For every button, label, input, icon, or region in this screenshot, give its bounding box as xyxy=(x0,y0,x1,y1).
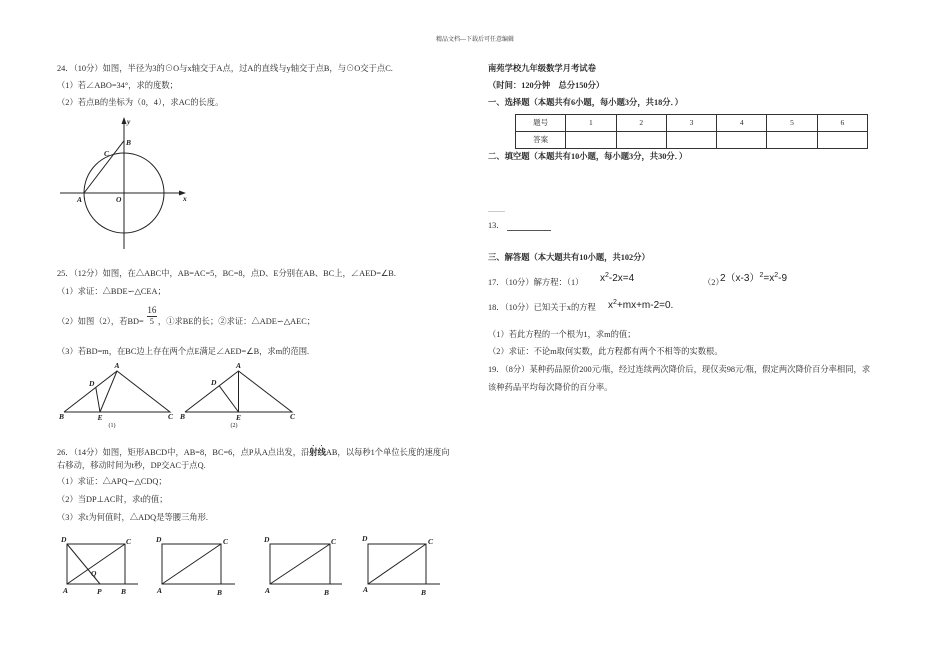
label-b: B xyxy=(59,412,65,421)
faint-mark xyxy=(488,211,505,212)
answer-cell xyxy=(717,132,767,149)
q18-equation xyxy=(608,300,673,312)
label-a: A xyxy=(157,586,163,595)
question-number-cell: 4 xyxy=(717,115,767,132)
label-a: A xyxy=(265,586,271,595)
label-e: E xyxy=(97,413,103,422)
eq-part: -9 xyxy=(778,273,788,284)
q26-stem-emphasis: 射线 xyxy=(309,448,326,457)
q26-stem-before: 26．（14分）如图，矩形ABCD中，AB=8，BC=6，点P从A点出发，沿 xyxy=(57,448,310,457)
eq-part: +mx+m-2=0. xyxy=(616,300,674,311)
label-a: A xyxy=(363,585,369,594)
label-b: B xyxy=(217,588,223,597)
figure-caption-2: (2) xyxy=(230,423,238,429)
exam-title: 南苑学校九年级数学月考试卷 xyxy=(488,64,596,73)
q26-stem-line2: 右移动，移动时间为t秒，DP交AC于点Q. xyxy=(57,461,206,470)
q24-part1: （1）若∠ABO=34°，求的度数； xyxy=(57,81,178,90)
section-2-heading: 二、填空题（本题共有10小题，每小题3分，共30分．） xyxy=(488,152,688,161)
q26-stem xyxy=(57,443,449,458)
question-number-label: 题号 xyxy=(516,115,566,132)
eq-part: x xyxy=(608,300,613,311)
eq-part: x xyxy=(600,273,605,284)
question-number-cell: 2 xyxy=(616,115,666,132)
diagonal-ac-1 xyxy=(67,544,125,584)
q18-prefix: 18．（10分）已知关于x的方程 xyxy=(488,303,596,312)
eq-exponent: 2 xyxy=(759,272,764,279)
label-b: B xyxy=(421,588,427,597)
q17-part2-label: （2） xyxy=(703,278,724,287)
diagonal-ac-3 xyxy=(270,544,330,584)
label-d: D xyxy=(264,535,270,544)
eq-part: -2x=4 xyxy=(608,273,635,284)
q25-figures xyxy=(50,355,310,433)
table-row xyxy=(516,132,868,149)
label-p: P xyxy=(97,587,102,596)
q25-stem: 25．（12分）如图，在△ABC中，AB=AC=5，BC=8，点D、E分别在AB、BC上，∠AED=∠B. xyxy=(57,269,396,278)
label-d: D xyxy=(89,379,95,388)
label-a: A xyxy=(236,361,242,370)
answer-cell xyxy=(616,132,666,149)
answer-cell xyxy=(566,132,616,149)
label-x: x xyxy=(183,194,187,203)
eq-part: 2（x-3） xyxy=(720,273,760,284)
q18-part1: （1）若此方程的一个根为1，求m的值； xyxy=(488,330,636,339)
answer-cell xyxy=(767,132,817,149)
question-number-cell: 1 xyxy=(566,115,616,132)
y-axis-arrow xyxy=(122,117,127,124)
label-c: C xyxy=(290,412,296,421)
label-c: C xyxy=(126,537,132,546)
label-c: C xyxy=(104,149,110,158)
q19-line1: 19．（8分）某种药品原价200元/瓶，经过连续两次降价后，现仅卖98元/瓶，假定两次降价百分率相同，求 xyxy=(488,365,871,374)
q26-figures xyxy=(55,530,455,598)
label-d: D xyxy=(211,378,217,387)
label-d: D xyxy=(362,534,368,543)
q13-number: 13． xyxy=(488,221,505,230)
label-o: O xyxy=(116,195,122,204)
label-c: C xyxy=(428,537,434,546)
q24-stem: 24．（10分）如图，半径为3的⊙O与x轴交于A点，过A的直线与y轴交于点B，与⊙O交于点C. xyxy=(57,64,393,73)
q25-part1: （1）求证：△BDE∽△CEA； xyxy=(57,287,166,296)
eq-part: =x xyxy=(763,273,775,284)
label-q: Q xyxy=(91,569,97,578)
q25-part2-text-after: ，①求BE的长；②求证：△ADE∽△AEC； xyxy=(157,317,316,326)
q24-figure xyxy=(55,112,195,252)
diagonal-ac-4 xyxy=(368,544,426,584)
q18-part2: （2）求证：不论m取何实数，此方程都有两个不相等的实数根。 xyxy=(488,347,723,356)
q26-stem-after: AB，以每秒1个单位长度的速度向 xyxy=(325,448,450,457)
label-e: E xyxy=(236,413,242,422)
triangle-abc-1 xyxy=(64,371,170,412)
label-a: A xyxy=(63,586,69,595)
q17-prefix: 17．（10分）解方程：（1） xyxy=(488,278,584,287)
label-a: A xyxy=(114,361,120,370)
q26-part1: （1）求证：△APQ∽△CDQ； xyxy=(57,477,167,486)
q24-part2: （2）若点B的坐标为（0，4），求AC的长度。 xyxy=(57,98,224,107)
table-row xyxy=(516,115,868,132)
q13-answer-blank xyxy=(507,222,551,231)
section-3-heading: 三、解答题（本大题共有10小题，共102分） xyxy=(488,253,650,262)
answer-table xyxy=(515,114,868,149)
question-number-cell: 5 xyxy=(767,115,817,132)
label-a: A xyxy=(77,195,83,204)
label-b: B xyxy=(324,588,330,597)
eq-exponent: 2 xyxy=(613,299,617,306)
label-d: D xyxy=(61,535,67,544)
q19-line2: 该种药品平均每次降价的百分率。 xyxy=(488,383,613,392)
answer-label: 答案 xyxy=(516,132,566,149)
answer-cell xyxy=(817,132,867,149)
label-c: C xyxy=(168,412,174,421)
exam-time: （时间：120分钟 总分150分） xyxy=(488,81,605,90)
answer-cell xyxy=(666,132,716,149)
segment-de-1 xyxy=(96,387,100,412)
label-c: C xyxy=(331,537,337,546)
figure-caption-1: (1) xyxy=(108,423,116,429)
q17-equation-1 xyxy=(600,273,634,285)
q25-part3: （3）若BD=m，在BC边上存在两个点E满足∠AED=∠B，求m的范围. xyxy=(57,347,310,356)
label-c: C xyxy=(223,537,229,546)
question-number-cell: 3 xyxy=(666,115,716,132)
fraction-denominator: 5 xyxy=(147,316,157,326)
q25-part2 xyxy=(57,305,316,327)
q13 xyxy=(488,221,551,231)
section-1-heading: 一、选择题（本题共有6小题，每小题3分，共18分．） xyxy=(488,98,683,107)
fraction-numerator: 16 xyxy=(147,305,157,315)
fraction xyxy=(147,305,157,327)
question-number-cell: 6 xyxy=(817,115,867,132)
diagonal-ac-2 xyxy=(162,544,221,584)
label-d: D xyxy=(156,535,162,544)
q26-part3: （3）求t为何值时，△ADQ是等腰三角形. xyxy=(57,513,208,522)
segment-de-2 xyxy=(219,386,238,412)
eq-exponent: 2 xyxy=(605,272,609,279)
segment-dp-1 xyxy=(67,544,100,584)
q25-part2-text-before: （2）如图（2），若BD= xyxy=(57,317,144,326)
label-y: y xyxy=(127,117,131,126)
eq-exponent: 2 xyxy=(774,272,779,279)
q17-equation-2 xyxy=(720,273,787,285)
label-b: B xyxy=(121,587,127,596)
label-b: B xyxy=(126,138,132,147)
page-header-note: 精品文档---下载后可任意编辑 xyxy=(436,37,514,43)
q26-part2: （2）当DP⊥AC时，求t的值； xyxy=(57,495,168,504)
label-b: B xyxy=(180,412,186,421)
